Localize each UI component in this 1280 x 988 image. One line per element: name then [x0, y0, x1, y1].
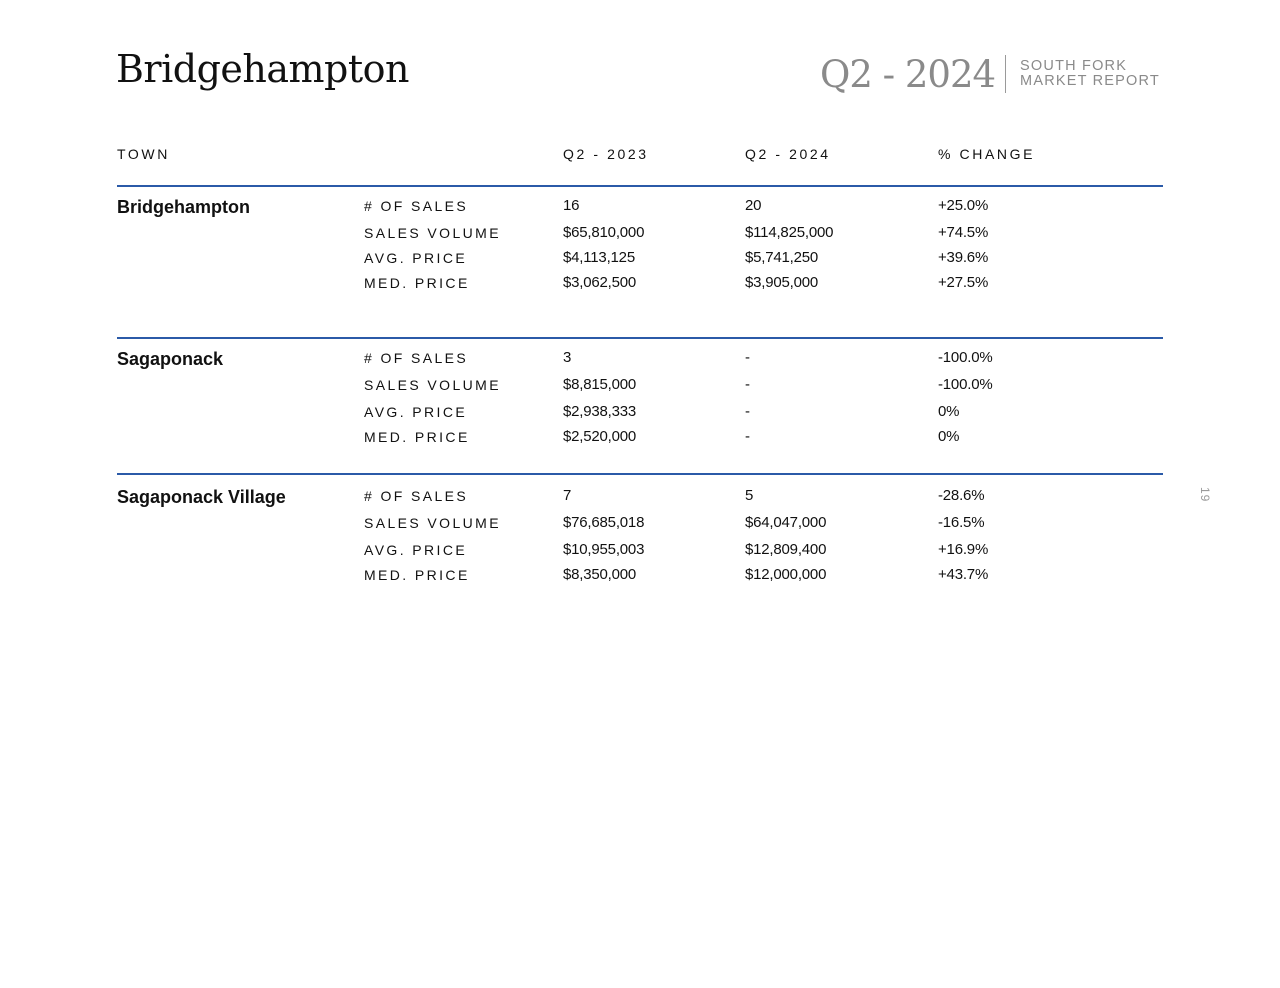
value-prev: $65,810,000 — [563, 224, 645, 241]
value-curr: - — [745, 403, 750, 420]
metric-label: MED. PRICE — [364, 567, 470, 583]
value-curr: $12,000,000 — [745, 566, 827, 583]
value-change: +27.5% — [938, 274, 989, 291]
value-curr: $5,741,250 — [745, 249, 819, 266]
column-header-change: % CHANGE — [938, 146, 1036, 162]
value-change: 0% — [938, 403, 960, 420]
value-curr: - — [745, 349, 750, 366]
value-change: -16.5% — [938, 514, 985, 531]
value-change: +25.0% — [938, 197, 989, 214]
value-curr: $114,825,000 — [745, 224, 834, 241]
value-curr: $64,047,000 — [745, 514, 827, 531]
report-name-line2: MARKET REPORT — [1020, 73, 1160, 89]
value-curr: 5 — [745, 487, 754, 504]
value-curr: - — [745, 428, 750, 445]
value-curr: $3,905,000 — [745, 274, 819, 291]
metric-label: # OF SALES — [364, 488, 469, 504]
town-name: Sagaponack — [117, 349, 224, 369]
column-header-prev: Q2 - 2023 — [563, 146, 649, 162]
metric-label: SALES VOLUME — [364, 225, 501, 241]
metric-label: SALES VOLUME — [364, 377, 501, 393]
value-prev: $3,062,500 — [563, 274, 637, 291]
value-prev: $4,113,125 — [563, 249, 635, 266]
value-prev: 3 — [563, 349, 572, 366]
value-change: +16.9% — [938, 541, 989, 558]
report-name-line1: SOUTH FORK — [1020, 58, 1128, 74]
quarter-label: Q2 - 2024 — [819, 52, 996, 96]
value-change: +74.5% — [938, 224, 989, 241]
metric-label: # OF SALES — [364, 350, 469, 366]
metric-label: MED. PRICE — [364, 275, 470, 291]
value-prev: 16 — [563, 197, 580, 214]
value-prev: $10,955,003 — [563, 541, 645, 558]
section-rule — [117, 185, 1163, 187]
report-name — [1020, 59, 1160, 89]
value-change: +43.7% — [938, 566, 989, 583]
value-prev: $2,520,000 — [563, 428, 637, 445]
header-divider — [1005, 55, 1006, 93]
section-rule — [117, 337, 1163, 339]
value-curr: - — [745, 376, 750, 393]
metric-label: AVG. PRICE — [364, 542, 468, 558]
column-header-town: TOWN — [117, 146, 170, 162]
value-prev: $76,685,018 — [563, 514, 645, 531]
section-rule — [117, 473, 1163, 475]
page-number: 19 — [1198, 487, 1212, 503]
metric-label: MED. PRICE — [364, 429, 470, 445]
value-curr: 20 — [745, 197, 762, 214]
value-prev: $8,815,000 — [563, 376, 637, 393]
metric-label: # OF SALES — [364, 198, 469, 214]
town-name: Bridgehampton — [117, 197, 250, 217]
value-change: -28.6% — [938, 487, 985, 504]
value-change: -100.0% — [938, 349, 993, 366]
value-curr: $12,809,400 — [745, 541, 827, 558]
value-prev: $8,350,000 — [563, 566, 637, 583]
value-prev: $2,938,333 — [563, 403, 637, 420]
column-header-curr: Q2 - 2024 — [745, 146, 831, 162]
report-header — [820, 54, 1160, 94]
value-change: 0% — [938, 428, 960, 445]
town-name: Sagaponack Village — [117, 487, 286, 507]
metric-label: SALES VOLUME — [364, 515, 501, 531]
value-prev: 7 — [563, 487, 572, 504]
value-change: -100.0% — [938, 376, 993, 393]
page-title: Bridgehampton — [116, 47, 409, 91]
metric-label: AVG. PRICE — [364, 250, 468, 266]
value-change: +39.6% — [938, 249, 989, 266]
metric-label: AVG. PRICE — [364, 404, 468, 420]
